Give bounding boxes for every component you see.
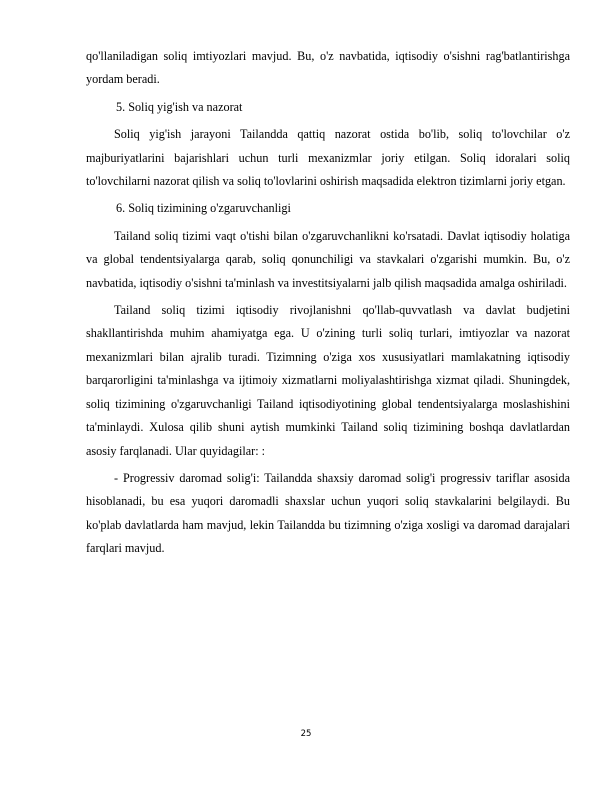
page-number: 25 (300, 729, 312, 739)
section-heading-tax-collection: 5. Soliq yig'ish va nazorat (116, 99, 243, 114)
paragraph-summary: Tailand soliq tizimi iqtisodiy rivojlanishni qo'llab-quvvatlash va davlat budjetini shakllantirishda muhim ahamiyatga ega. U o'zining turli soliq turlari, imtiyozlar va nazorat mexanizmlari bilan ajralib turadi. Tizimning o'ziga xos xususiyatlari mamlakatning iqtisodiy barqarorligini ta'minlashga va ijtimoiy xizmatlarni moliyalashtirishga xizmat qiladi. Shuningdek, soliq tizimining o'zgaruvchanligi Tailand iqtisodiyotining global tendentsiyalarga moslashishini ta'minlaydi. Xulosa qilib shuni aytish mumkinki Tailand soliq tizimining boshqa davlatlardan asosiy farqlanadi. Ular quyidagilar: : (86, 303, 570, 458)
paragraph-tax-variability: Tailand soliq tizimi vaqt o'tishi bilan o'zgaruvchanlikni ko'rsatadi. Davlat iqtisodiy holatiga va global tendentsiyalarga qarab, soliq qonunchiligi va stavkalari o'zgarishi mumkin. Bu, o'z navbatida, iqtisodiy o'sishni ta'minlash va investitsiyalarni jalb qilish maqsadida amalga oshiriladi. (86, 228, 570, 290)
paragraph-progressive-income-tax: - Progressiv daromad solig'i: Tailandda shaxsiy daromad solig'i progressiv tariflar asosida hisoblanadi, bu esa yuqori daromadli shaxslar uchun yuqori soliq stavkalarini belgilaydi. Bu ko'plab davlatlarda ham mavjud, lekin Tailandda bu tizimning o'ziga xosligi va daromad darajalari farqlari mavjud. (86, 470, 570, 556)
paragraph-tax-collection: Soliq yig'ish jarayoni Tailandda qattiq nazorat ostida bo'lib, soliq to'lovchilar o'z majburiyatlarini bajarishlari uchun turli mexanizmlar joriy etilgan. Soliq idoralari soliq to'lovchilarni nazorat qilish va soliq to'lovlarini oshirish maqsadida elektron tizimlarni joriy etgan. (86, 127, 570, 189)
section-heading-tax-variability: 6. Soliq tizimining o'zgaruvchanligi (116, 201, 291, 216)
paragraph-continuation: qo'llaniladigan soliq imtiyozlari mavjud. Bu, o'z navbatida, iqtisodiy o'sishni rag'batlantirishga yordam beradi. (86, 49, 570, 87)
page-body (86, 45, 570, 561)
